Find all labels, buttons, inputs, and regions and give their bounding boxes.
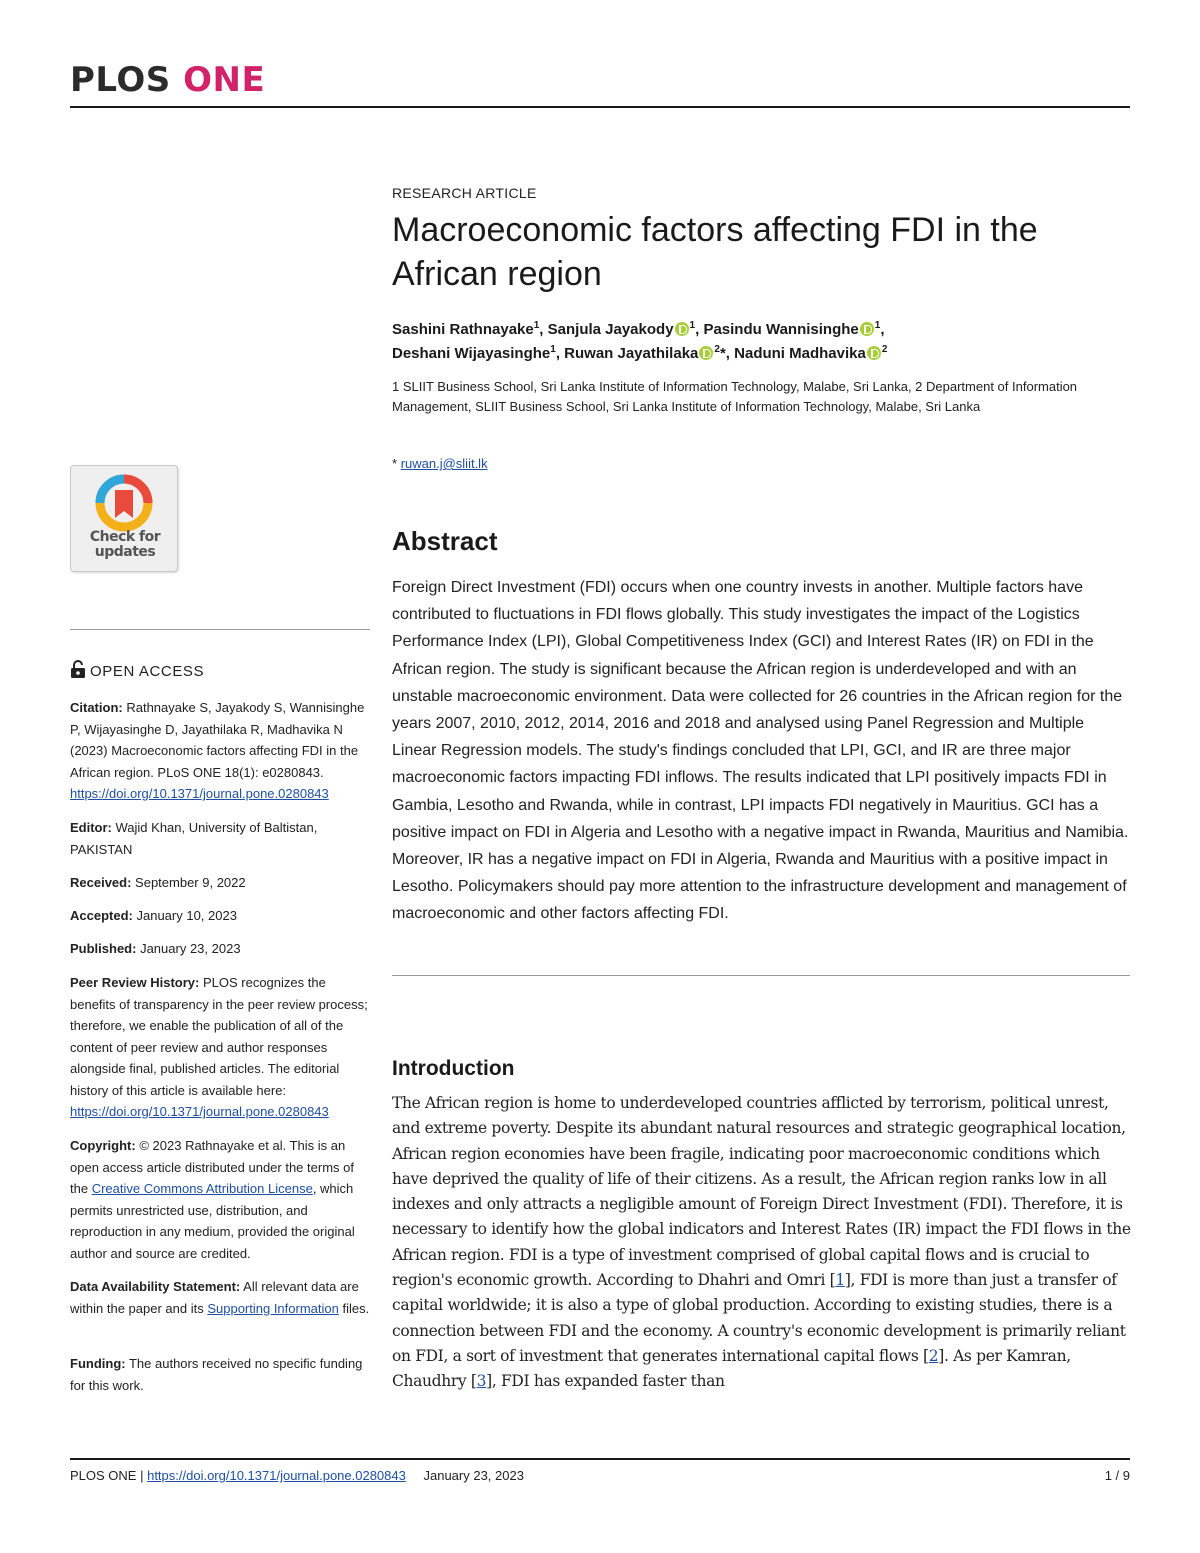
email-link[interactable]: ruwan.j@sliit.lk	[400, 456, 488, 471]
open-lock-icon	[70, 660, 86, 679]
reference-link[interactable]: 2	[928, 1346, 939, 1365]
citation-doi-link[interactable]: https://doi.org/10.1371/journal.pone.0280843	[70, 786, 329, 801]
reference-link[interactable]: 3	[476, 1372, 487, 1391]
author-list: Sashini Rathnayake$^1$, Sanjula Jayakody $^1$, Pasindu Wannisinghe $^1$, Deshani Wijayasinghe$^1$, Ruwan Jayathilaka $^2$*, Naduni Madhavika $^2$	[392, 320, 888, 362]
page-footer	[70, 1468, 1130, 1483]
license-link[interactable]: Creative Commons Attribution License	[91, 1181, 313, 1196]
abstract-rule	[392, 975, 1130, 976]
author[interactable]: Ruwan Jayathilaka $^2$	[564, 344, 720, 362]
copyright-block: Copyright: © 2023 Rathnayake et al. This is an open access article distributed under the terms of the Creative Commons Attribution License, which permits unrestricted use, distribution, and reproduction in any medium, provided the original author and source are credited.	[70, 1138, 355, 1261]
received-block: Received: September 9, 2022	[70, 875, 246, 890]
peer-review-link[interactable]: https://doi.org/10.1371/journal.pone.0280843	[70, 1104, 329, 1119]
introduction-heading: Introduction	[392, 1057, 515, 1080]
corresponding-email: * ruwan.j@sliit.lk	[392, 456, 488, 471]
introduction-text: The African region is home to underdeveloped countries afflicted by terrorism, political unrest, and extreme poverty. Despite its abundant natural resources and strategic geographical location, African region economies have been fragile, indicating poor macroeconomic conditions which have deprived the quality of life of their citizens. As a result, the African region ranks low in all indexes and only attracts a negligible amount of Foreign Direct Investment (FDI). Therefore, it is necessary to identify how the global indicators and Interest Rates (IR) impact the FDI flows in the African region. FDI is a type of investment comprised of global capital flows and is crucial to region's economic growth. According to Dhahri and Omri [1], FDI is more than just a transfer of capital worldwide; it is also a type of global production. According to existing studies, there is a connection between FDI and the economy. A country's economic development is primarily reliant on FDI, a sort of investment that generates international capital flows [2]. As per Kamran, Chaudhry [3], FDI has expanded faster than	[392, 1094, 1131, 1391]
footer-rule	[70, 1458, 1130, 1460]
logo-plos: PLOS	[70, 60, 171, 100]
check-updates-label: Check for updates	[89, 529, 161, 560]
open-access: OPEN ACCESS	[70, 660, 204, 680]
peer-review-block: Peer Review History: PLOS recognizes the benefits of transparency in the peer review process; therefore, we enable the publication of all of the content of peer review and author responses alongside final, published articles. The editorial history of this article is available here: https://doi.org/10.1371/journal.pone.0280843	[70, 975, 368, 1119]
abstract-heading: Abstract	[392, 526, 498, 556]
citation-block: Citation: Rathnayake S, Jayakody S, Wannisinghe P, Wijayasinghe D, Jayathilaka R, Madhavika N (2023) Macroeconomic factors affecting FDI in the African region. PLoS ONE 18(1): e0280843. https://doi.org/10.1371/journal.pone.0280843	[70, 700, 365, 801]
funding-block: Funding: The authors received no specific funding for this work.	[70, 1356, 363, 1393]
author[interactable]: Sanjula Jayakody $^1$	[547, 320, 696, 338]
editor-block: Editor: Wajid Khan, University of Baltistan, PAKISTAN	[70, 820, 318, 857]
footer-date: January 23, 2023	[423, 1468, 524, 1483]
published-block: Published: January 23, 2023	[70, 941, 241, 956]
orcid-icon[interactable]	[867, 346, 881, 360]
header-rule	[70, 106, 1130, 108]
author[interactable]: Sashini Rathnayake$^1$	[392, 320, 540, 338]
author[interactable]: Pasindu Wannisinghe $^1$	[703, 320, 881, 338]
footer-doi-link[interactable]: https://doi.org/10.1371/journal.pone.0280843	[147, 1468, 406, 1483]
logo-one: ONE	[183, 60, 266, 100]
footer-journal: PLOS ONE |	[70, 1468, 144, 1483]
orcid-icon[interactable]	[699, 346, 713, 360]
orcid-icon[interactable]	[675, 322, 689, 336]
accepted-block: Accepted: January 10, 2023	[70, 908, 237, 923]
reference-link[interactable]: 1	[835, 1271, 845, 1290]
author[interactable]: Deshani Wijayasinghe$^1$	[392, 344, 556, 362]
data-availability-block: Data Availability Statement: All relevant data are within the paper and its Supporting Information files.	[70, 1279, 370, 1316]
article-title: Macroeconomic factors affecting FDI in the African region	[392, 211, 1038, 293]
page-number: 1 / 9	[1104, 1468, 1130, 1483]
abstract-text: Foreign Direct Investment (FDI) occurs when one country invests in another. Multiple factors have contributed to fluctuations in FDI flows globally. This study investigates the impact of the Logistics Performance Index (LPI), Global Competitiveness Index (GCI) and Interest Rates (IR) on FDI in the African region. The study is significant because the African region is underdeveloped and with an unstable macroeconomic environment. Data were collected for 26 countries in the African region for the years 2007, 2010, 2012, 2014, 2016 and 2018 and analysed using Panel Regression and Multiple Linear Regression models. The study's findings concluded that LPI, GCI, and IR are three major macroeconomic factors impacting FDI inflows. The results indicated that LPI positively impacts FDI in Gambia, Lesotho and Rwanda, while in contrast, LPI impacts FDI negatively in Mauritius. GCI has a positive impact on FDI in Algeria and Lesotho with a negative impact in Rwanda, Mauritius and Namibia. Moreover, IR has a negative impact on FDI in Algeria, Rwanda and Mauritius with a positive impact in Lesotho. Policymakers should pay more attention to the infrastructure development and management of macroeconomic and other factors affecting FDI.	[392, 579, 1129, 923]
journal-logo	[70, 58, 265, 102]
check-for-updates-badge[interactable]	[70, 465, 178, 572]
sidebar-rule	[70, 629, 370, 630]
article-type: RESEARCH ARTICLE	[392, 185, 537, 201]
author[interactable]: Naduni Madhavika $^2$	[734, 344, 888, 362]
supporting-information-link[interactable]: Supporting Information	[207, 1300, 339, 1316]
orcid-icon[interactable]	[860, 322, 874, 336]
check-updates-icon	[93, 472, 155, 534]
affiliations: 1 SLIIT Business School, Sri Lanka Institute of Information Technology, Malabe, Sri Lanka, 2 Department of Information Management, SLIIT Business School, Sri Lanka Institute of Information Technology, Malabe, Sri Lanka	[392, 379, 1078, 414]
